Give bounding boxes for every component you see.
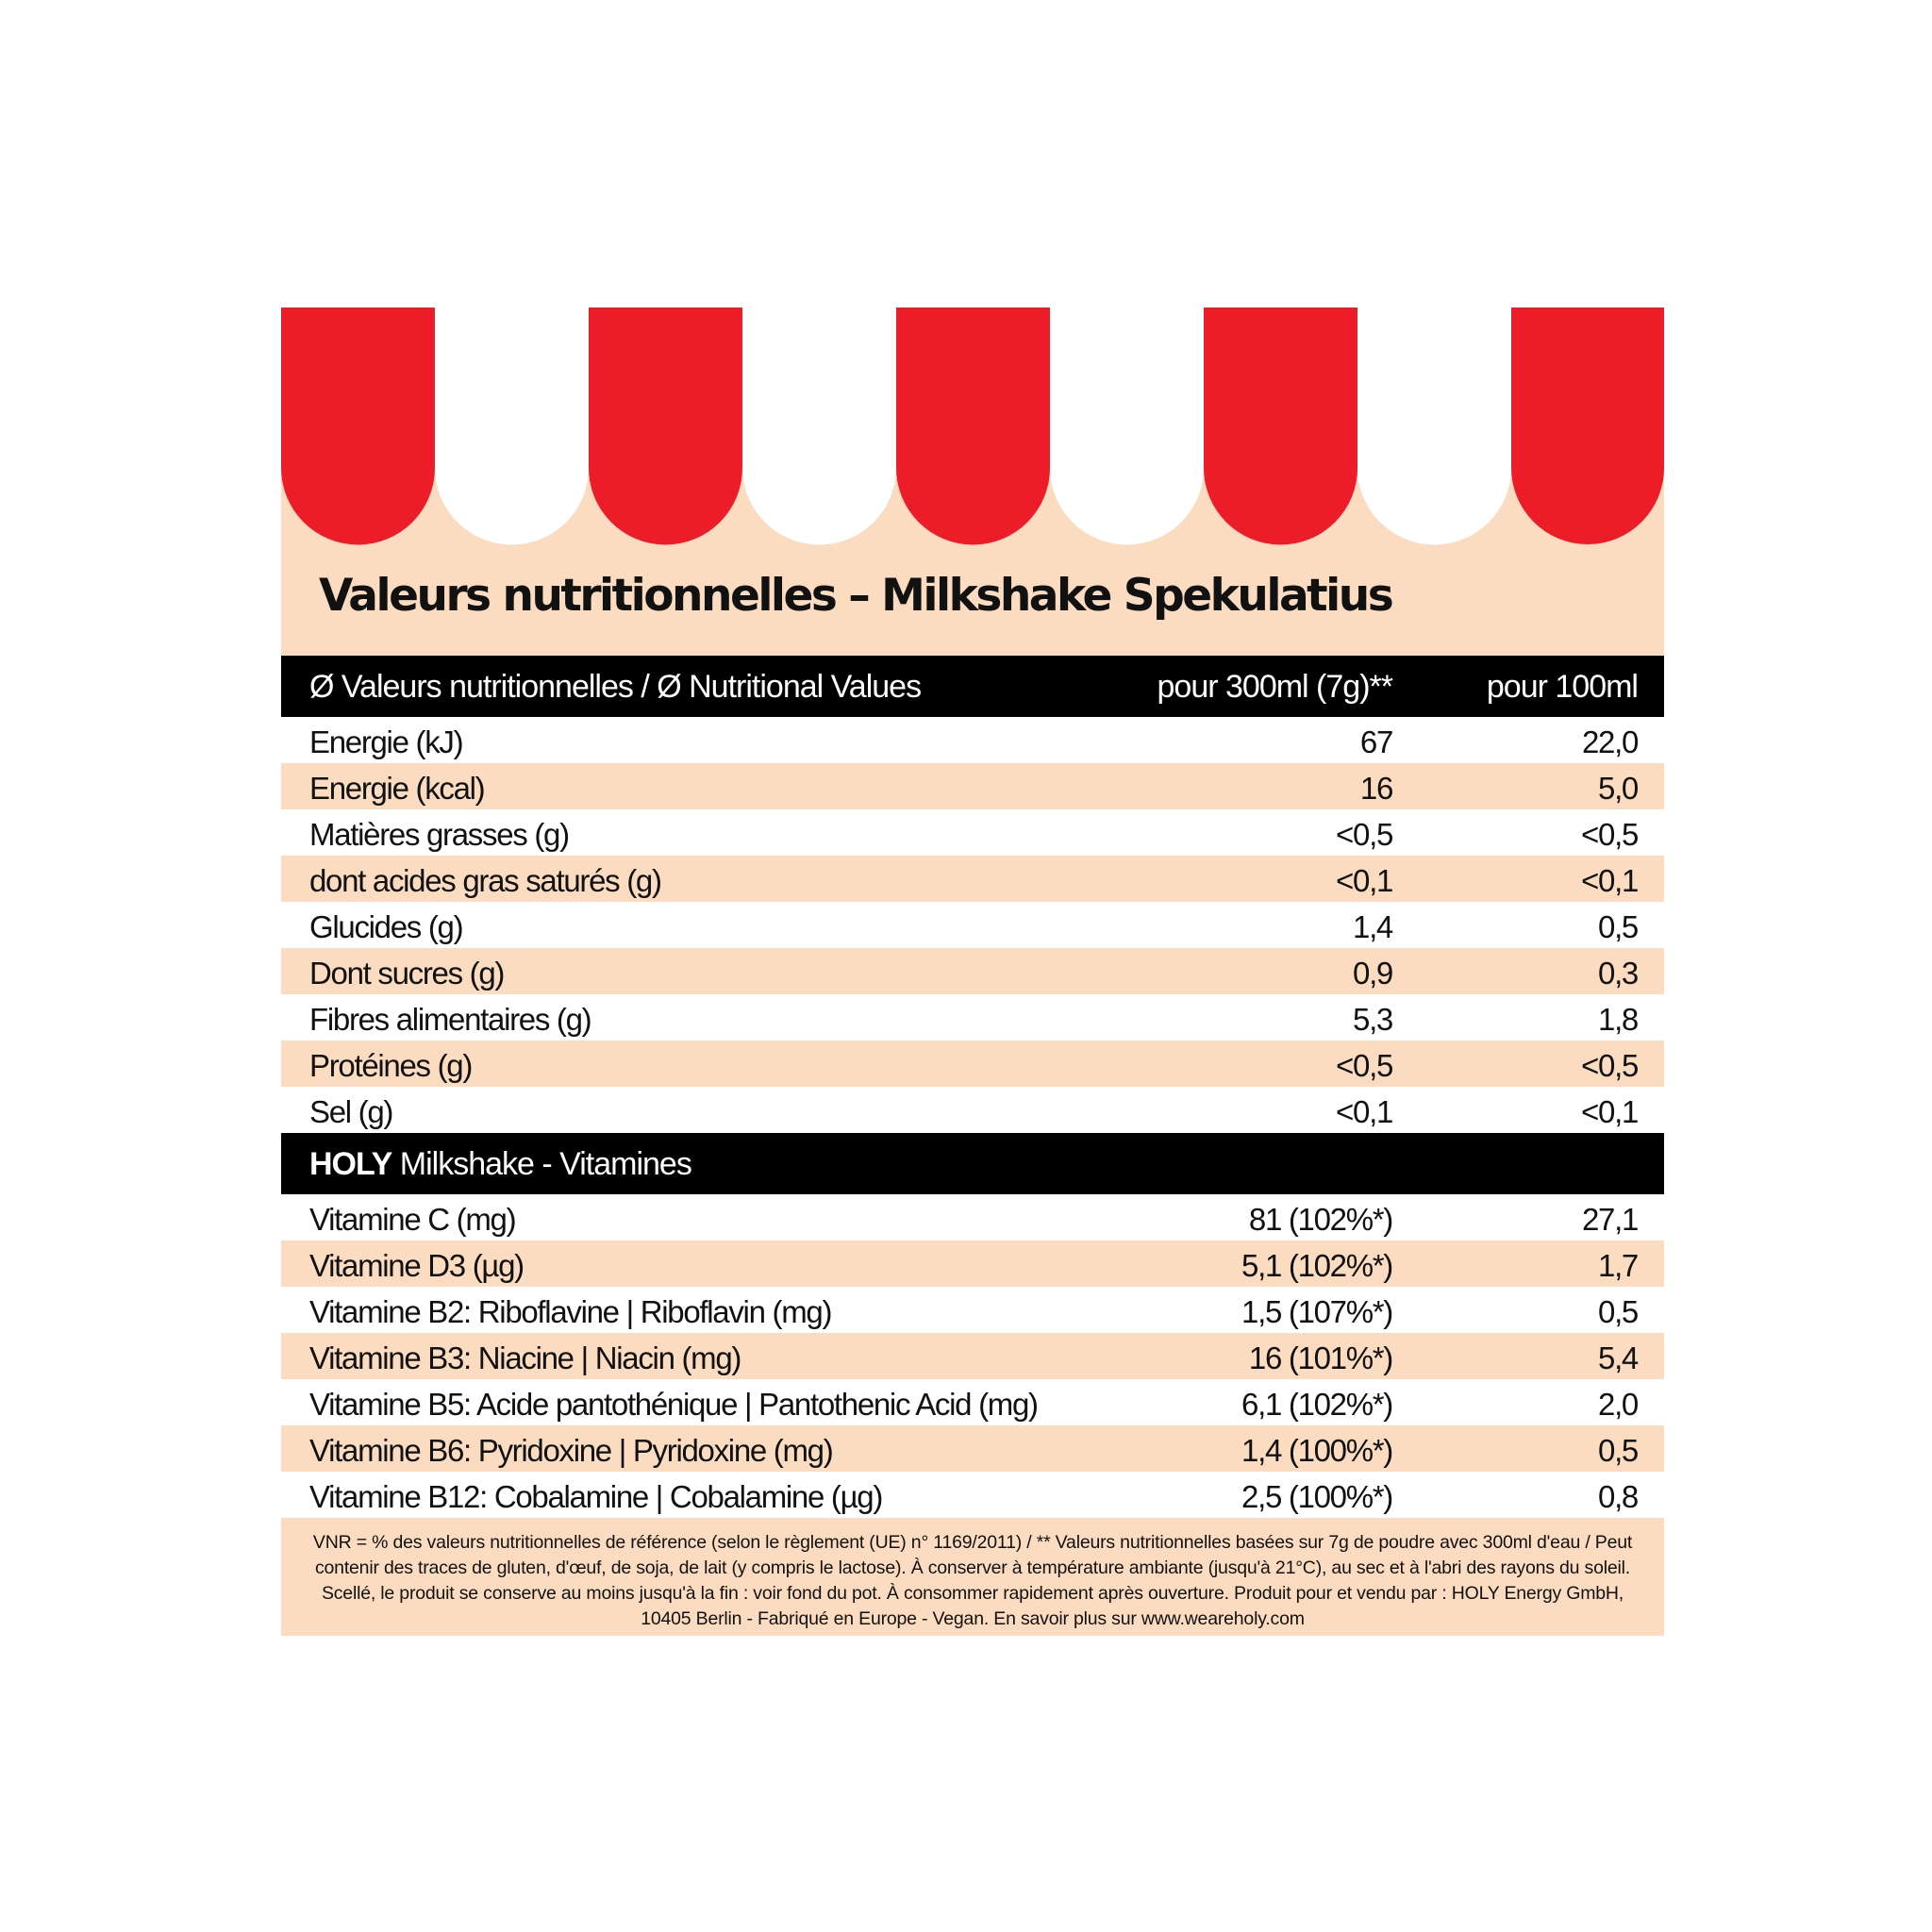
awning-scallop: [435, 391, 589, 545]
row-label: Vitamine D3 (µg): [309, 1248, 524, 1283]
row-value-100ml: 0,5: [1598, 1433, 1638, 1468]
row-label: Vitamine B6: Pyridoxine | Pyridoxine (mg): [309, 1433, 833, 1468]
awning-scallop: [1511, 391, 1664, 544]
row-value-100ml: 5,0: [1598, 771, 1638, 806]
row-value-100ml: <0,1: [1581, 863, 1638, 898]
awning-scallop: [896, 391, 1050, 545]
row-value-300ml: <0,1: [1336, 863, 1392, 898]
row-value-300ml: <0,1: [1336, 1094, 1392, 1129]
row-value-300ml: 5,1 (102%*): [1241, 1248, 1392, 1283]
row-value-300ml: 5,3: [1353, 1002, 1392, 1037]
row-label: Glucides (g): [309, 909, 463, 944]
row-value-100ml: <0,1: [1581, 1094, 1638, 1129]
row-label: Vitamine C (mg): [309, 1202, 516, 1237]
header-col-300ml: pour 300ml (7g)**: [1157, 669, 1392, 705]
brand-name: HOLY: [309, 1146, 392, 1182]
awning-scallop: [1204, 391, 1357, 545]
row-label: Sel (g): [309, 1094, 393, 1129]
row-label: Matières grasses (g): [309, 817, 569, 852]
row-value-100ml: 0,5: [1598, 909, 1638, 944]
row-value-300ml: 16 (101%*): [1248, 1341, 1392, 1375]
row-label: dont acides gras saturés (g): [309, 863, 661, 898]
nutrition-table-header: [281, 656, 1664, 717]
footnote: VNR = % des valeurs nutritionnelles de référence (selon le règlement (UE) n° 1169/2011) / ** Valeurs nutritionnelles basées sur 7g de poudre avec 300ml d'eau / Peut contenir des traces de gluten, d'œuf, de soja, de lait (y compris le lactose). À conserver à température ambiante (jusqu'à 21°C), au sec et à l'abri des rayons du soleil. Scellé, le produit se conserve au moins jusqu'à la fin : voir fond du pot. À consommer rapidement après ouverture. Produit pour et vendu par : HOLY Energy GmbH, 10405 Berlin - Fabriqué en Europe - Vegan. En savoir plus sur www.weareholy.com: [312, 1532, 1633, 1629]
vitamins-table: [281, 1194, 1664, 1518]
table-row: [281, 1333, 1664, 1379]
row-value-100ml: 1,7: [1598, 1248, 1638, 1283]
header-label: Ø Valeurs nutritionnelles / Ø Nutritional Values: [309, 669, 922, 705]
awning-scallop: [281, 391, 435, 545]
table-row: [281, 902, 1664, 948]
row-label: Vitamine B2: Riboflavine | Riboflavin (mg): [309, 1294, 832, 1329]
table-row: [281, 1379, 1664, 1425]
awning-scallop: [1357, 391, 1511, 545]
row-value-100ml: 5,4: [1598, 1341, 1638, 1375]
table-row: [281, 1425, 1664, 1472]
row-label: Energie (kJ): [309, 724, 463, 759]
row-value-300ml: 67: [1359, 724, 1392, 759]
table-row: [281, 1087, 1664, 1133]
row-value-100ml: 27,1: [1581, 1202, 1638, 1237]
vitamins-table-header: [281, 1133, 1664, 1194]
row-label: Dont sucres (g): [309, 956, 505, 991]
vitamins-header-title: [309, 1146, 691, 1183]
page-title: Valeurs nutritionnelles – Milkshake Spekulatius: [319, 570, 1392, 622]
table-row: [281, 948, 1664, 994]
row-label: Vitamine B12: Cobalamine | Cobalamine (µg): [309, 1479, 883, 1514]
row-value-300ml: 2,5 (100%*): [1241, 1479, 1392, 1514]
table-row: [281, 1194, 1664, 1241]
table-row: [281, 809, 1664, 856]
row-value-300ml: 0,9: [1353, 956, 1392, 991]
row-value-100ml: <0,5: [1581, 1048, 1638, 1083]
row-value-100ml: 0,8: [1598, 1479, 1638, 1514]
table-row: [281, 1472, 1664, 1518]
awning-scallop: [742, 391, 896, 545]
table-row: [281, 763, 1664, 809]
vitamins-header-label: Milkshake - Vitamines: [391, 1146, 691, 1182]
table-row: [281, 856, 1664, 902]
row-value-300ml: 1,4 (100%*): [1241, 1433, 1392, 1468]
table-row: [281, 1287, 1664, 1333]
row-label: Energie (kcal): [309, 771, 485, 806]
row-value-300ml: 1,5 (107%*): [1241, 1294, 1392, 1329]
row-label: Vitamine B3: Niacine | Niacin (mg): [309, 1341, 741, 1375]
row-value-100ml: 22,0: [1581, 724, 1638, 759]
row-value-300ml: 16: [1359, 771, 1392, 806]
row-label: Protéines (g): [309, 1048, 473, 1083]
row-value-300ml: <0,5: [1336, 1048, 1392, 1083]
table-row: [281, 1241, 1664, 1287]
table-row: [281, 717, 1664, 763]
awning-scallop: [1050, 391, 1204, 545]
row-value-100ml: 1,8: [1598, 1002, 1638, 1037]
row-value-300ml: 81 (102%*): [1248, 1202, 1392, 1237]
awning-scallop: [589, 391, 742, 545]
row-label: Vitamine B5: Acide pantothénique | Pantothenic Acid (mg): [309, 1387, 1038, 1422]
row-value-300ml: 6,1 (102%*): [1241, 1387, 1392, 1422]
row-value-100ml: <0,5: [1581, 817, 1638, 852]
row-value-300ml: 1,4: [1353, 909, 1392, 944]
row-value-100ml: 0,3: [1598, 956, 1638, 991]
row-value-300ml: <0,5: [1336, 817, 1392, 852]
row-value-100ml: 0,5: [1598, 1294, 1638, 1329]
nutrition-label-card: [281, 308, 1664, 1636]
table-row: [281, 1041, 1664, 1087]
header-col-100ml: pour 100ml: [1486, 669, 1638, 705]
awning-decoration: [281, 308, 1664, 545]
row-label: Fibres alimentaires (g): [309, 1002, 591, 1037]
table-row: [281, 994, 1664, 1041]
nutrition-table: [281, 717, 1664, 1133]
row-value-100ml: 2,0: [1598, 1387, 1638, 1422]
